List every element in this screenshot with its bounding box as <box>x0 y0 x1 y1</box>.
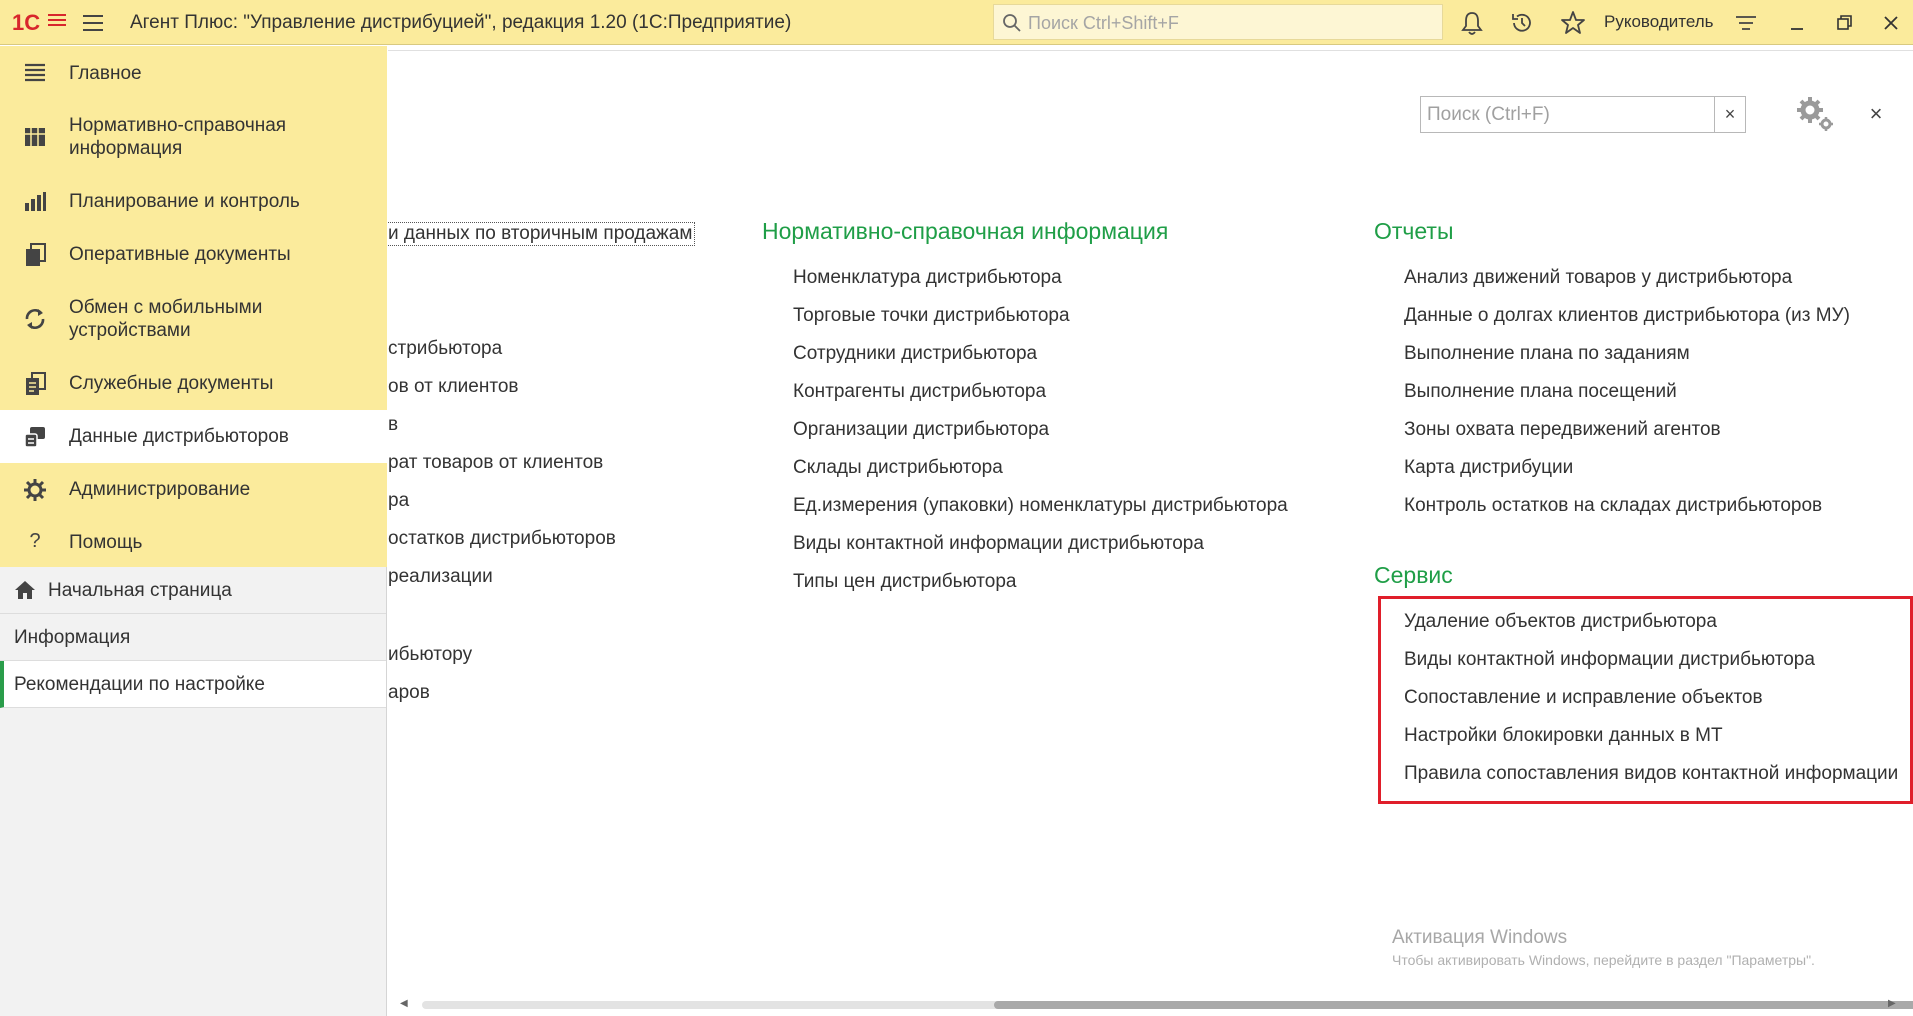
service-link[interactable]: Правила сопоставления видов контактной информации <box>1404 763 1899 784</box>
operational-link[interactable]: стрибьютора <box>388 338 503 359</box>
operational-link[interactable]: в <box>388 414 399 435</box>
scroll-right-icon[interactable]: ▶ <box>1888 998 1896 1009</box>
section-label: Главное <box>69 63 142 84</box>
section-planning[interactable] <box>0 175 387 228</box>
group-title-reference-info: Нормативно-справочная информация <box>762 218 1169 244</box>
form-search-input[interactable] <box>1425 101 1699 129</box>
sync-icon <box>22 306 48 332</box>
group-title-reports: Отчеты <box>1374 218 1454 244</box>
global-search-field[interactable] <box>993 4 1443 40</box>
nsi-link[interactable]: Склады дистрибьютора <box>793 457 1003 478</box>
report-link[interactable]: Зоны охвата передвижений агентов <box>1404 419 1721 440</box>
app-title: Агент Плюс: "Управление дистрибуцией", редакция 1.20 (1С:Предприятие) <box>130 12 792 33</box>
windows-activation-title: Активация Windows <box>1392 927 1568 948</box>
operational-link[interactable]: ра <box>388 490 410 511</box>
navigation-panel <box>0 567 387 1016</box>
section-label: Оперативные документы <box>69 244 291 265</box>
nav-information[interactable] <box>0 614 386 661</box>
report-link[interactable]: Карта дистрибуции <box>1404 457 1574 478</box>
main-menu-button[interactable] <box>80 10 106 36</box>
history-icon[interactable] <box>1508 9 1536 37</box>
nav-home-page[interactable] <box>0 567 386 614</box>
windows-activation-subtitle: Чтобы активировать Windows, перейдите в раздел "Параметры". <box>1392 952 1815 968</box>
search-icon <box>1002 13 1022 33</box>
gear-icon <box>22 477 48 503</box>
distributor-data-icon <box>22 424 48 450</box>
grid-icon <box>22 124 48 150</box>
nav-label: Рекомендации по настройке <box>14 674 265 695</box>
section-label: Обмен с мобильными устройствами <box>69 297 263 341</box>
service-documents-icon <box>22 371 48 397</box>
service-link[interactable]: Удаление объектов дистрибьютора <box>1404 611 1717 632</box>
operational-link[interactable]: аров <box>388 682 430 703</box>
group-title-service: Сервис <box>1374 562 1453 588</box>
report-link[interactable]: Данные о долгах клиентов дистрибьютора (из МУ) <box>1404 305 1850 326</box>
nsi-link[interactable]: Организации дистрибьютора <box>793 419 1050 440</box>
service-link[interactable]: Сопоставление и исправление объектов <box>1404 687 1763 708</box>
section-service-documents[interactable] <box>0 357 387 410</box>
nav-label: Начальная страница <box>48 580 232 601</box>
section-label: Служебные документы <box>69 373 274 394</box>
settings-menu-icon[interactable] <box>1732 9 1760 37</box>
operational-link[interactable]: ибьютору <box>388 644 473 665</box>
operational-link[interactable]: реализации <box>388 566 493 587</box>
service-link[interactable]: Настройки блокировки данных в МТ <box>1404 725 1723 746</box>
report-link[interactable]: Выполнение плана по заданиям <box>1404 343 1690 364</box>
operational-link[interactable]: и данных по вторичным продажам <box>388 222 695 246</box>
svg-text:1С: 1С <box>12 10 41 35</box>
clear-search-button[interactable]: × <box>1714 97 1745 132</box>
section-mobile-exchange[interactable] <box>0 281 387 357</box>
nsi-link[interactable]: Торговые точки дистрибьютора <box>793 305 1070 326</box>
scroll-left-icon[interactable]: ◀ <box>400 998 408 1009</box>
nsi-link[interactable]: Виды контактной информации дистрибьютора <box>793 533 1204 554</box>
section-label: Планирование и контроль <box>69 191 300 212</box>
sections-panel <box>0 46 387 567</box>
nav-label: Информация <box>14 627 131 648</box>
1c-logo[interactable] <box>12 9 68 35</box>
report-link[interactable]: Выполнение плана посещений <box>1404 381 1677 402</box>
title-bar <box>0 0 1913 45</box>
home-icon <box>14 580 36 600</box>
form-settings-icon[interactable] <box>1795 95 1835 133</box>
operational-link[interactable]: рат товаров от клиентов <box>388 452 604 473</box>
global-search-input[interactable] <box>1026 9 1430 37</box>
section-operational-documents[interactable] <box>0 228 387 281</box>
service-links <box>1404 600 1910 800</box>
nsi-link[interactable]: Контрагенты дистрибьютора <box>793 381 1047 402</box>
service-link[interactable]: Виды контактной информации дистрибьютора <box>1404 649 1815 670</box>
close-form-button[interactable]: × <box>1869 101 1883 126</box>
report-link[interactable]: Анализ движений товаров у дистрибьютора <box>1404 267 1793 288</box>
list-icon <box>22 60 48 86</box>
section-label: Помощь <box>69 532 143 553</box>
operational-link[interactable]: ов от клиентов <box>388 376 519 397</box>
section-label: Нормативно-справочная информация <box>69 115 287 159</box>
star-icon[interactable] <box>1559 9 1587 37</box>
form-search-field[interactable] <box>1420 96 1746 133</box>
nsi-link[interactable]: Номенклатура дистрибьютора <box>793 267 1062 288</box>
nsi-link[interactable]: Ед.измерения (упаковки) номенклатуры дистрибьютора <box>793 495 1288 516</box>
nsi-link[interactable]: Сотрудники дистрибьютора <box>793 343 1038 364</box>
content-divider <box>388 50 1913 51</box>
operational-link[interactable]: остатков дистрибьюторов <box>388 528 616 549</box>
minimize-icon[interactable] <box>1782 8 1812 38</box>
section-reference-info[interactable] <box>0 99 387 175</box>
nsi-link[interactable]: Типы цен дистрибьютора <box>793 571 1017 592</box>
bell-icon[interactable] <box>1458 9 1486 37</box>
operational-links-column <box>388 210 708 730</box>
section-administration[interactable] <box>0 463 387 516</box>
user-name[interactable]: Руководитель <box>1604 12 1714 31</box>
section-label: Администрирование <box>69 479 251 500</box>
question-icon: ? <box>29 530 41 552</box>
bar-chart-icon <box>22 189 48 215</box>
restore-icon[interactable] <box>1830 8 1860 38</box>
section-main[interactable] <box>0 46 387 99</box>
documents-icon <box>22 242 48 268</box>
report-link[interactable]: Контроль остатков на складах дистрибьюторов <box>1404 495 1823 516</box>
horizontal-scrollbar[interactable] <box>396 996 1913 1012</box>
scroll-thumb[interactable] <box>994 1001 1913 1009</box>
section-distributor-data[interactable] <box>0 410 387 463</box>
close-window-icon[interactable] <box>1876 8 1906 38</box>
section-label: Данные дистрибьюторов <box>69 426 289 447</box>
section-help[interactable] <box>0 516 387 567</box>
nav-setup-recommendations[interactable] <box>0 661 386 708</box>
